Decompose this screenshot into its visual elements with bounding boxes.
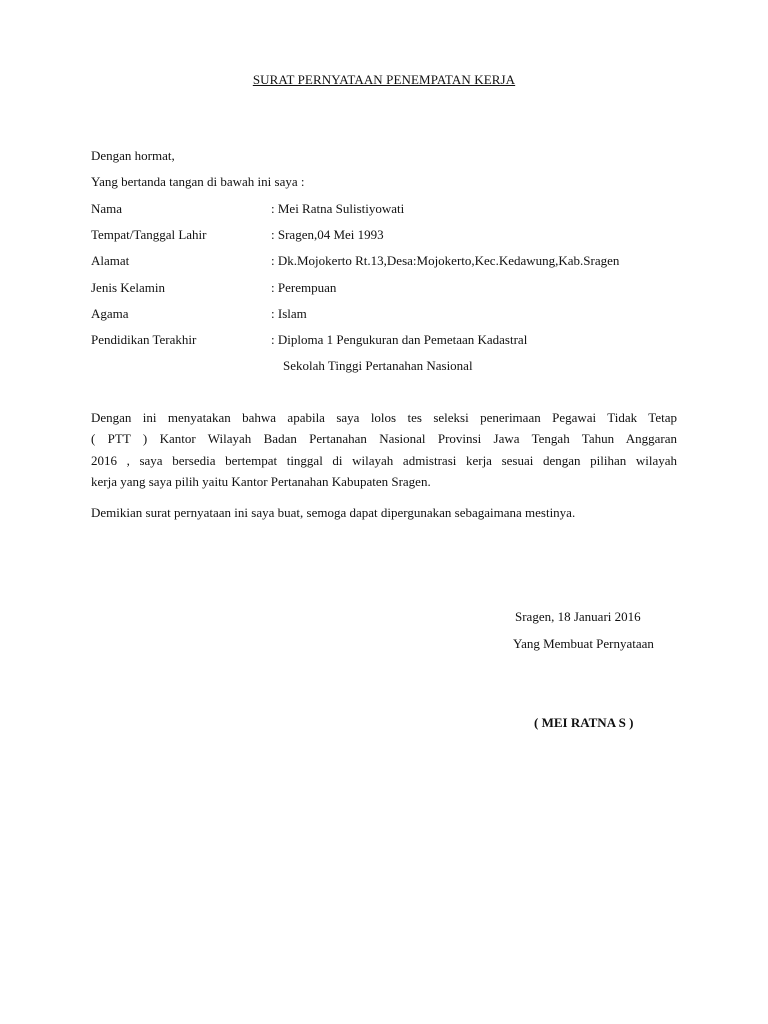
field-label-agama: Agama [91,306,129,321]
field-label-nama: Nama [91,201,123,216]
intro-text: Yang bertanda tangan di bawah ini saya : [91,174,305,189]
field-value-pendidikan-terakhir: : Diploma 1 Pengukuran dan Pemetaan Kadastral [271,332,528,347]
statement-line: 2016 , saya bersedia bertempat tinggal di wilayah admistrasi kerja sesuai dengan pilihan wilayah [91,452,677,468]
field-value-agama: : Islam [271,306,307,321]
place-date: Sragen, 18 Januari 2016 [515,609,641,624]
field-label-alamat: Alamat [91,253,130,268]
field-value-tempat-tanggal-lahir: : Sragen,04 Mei 1993 [271,227,384,242]
statement-line: kerja yang saya pilih yaitu Kantor Pertanahan Kabupaten Sragen. [91,473,431,489]
field-value-nama: : Mei Ratna Sulistiyowati [271,201,405,216]
statement-line: Dengan ini menyatakan bahwa apabila saya lolos tes seleksi penerimaan Pegawai Tidak Tetap [91,410,677,425]
statement-line: ( PTT ) Kantor Wilayah Badan Pertanahan Nasional Provinsi Jawa Tengah Tahun Anggaran [91,431,677,447]
field-value-jenis-kelamin: : Perempuan [271,280,337,295]
closing-paragraph: Demikian surat pernyataan ini saya buat, semoga dapat dipergunakan sebagaimana mestinya. [91,505,576,520]
signer-name: ( MEI RATNA S ) [534,715,634,730]
field-value-pendidikan-continuation: Sekolah Tinggi Pertanahan Nasional [283,358,473,373]
document-title: SURAT PERNYATAAN PENEMPATAN KERJA [252,72,516,87]
statement-paragraph [91,407,677,492]
field-label-tempat-tanggal-lahir: Tempat/Tanggal Lahir [91,227,207,242]
field-value-alamat: : Dk.Mojokerto Rt.13,Desa:Mojokerto,Kec.Kedawung,Kab.Sragen [271,253,620,268]
salutation: Dengan hormat, [91,148,175,163]
field-label-jenis-kelamin: Jenis Kelamin [91,280,166,295]
field-label-pendidikan-terakhir: Pendidikan Terakhir [91,332,197,347]
signer-role: Yang Membuat Pernyataan [513,636,654,651]
